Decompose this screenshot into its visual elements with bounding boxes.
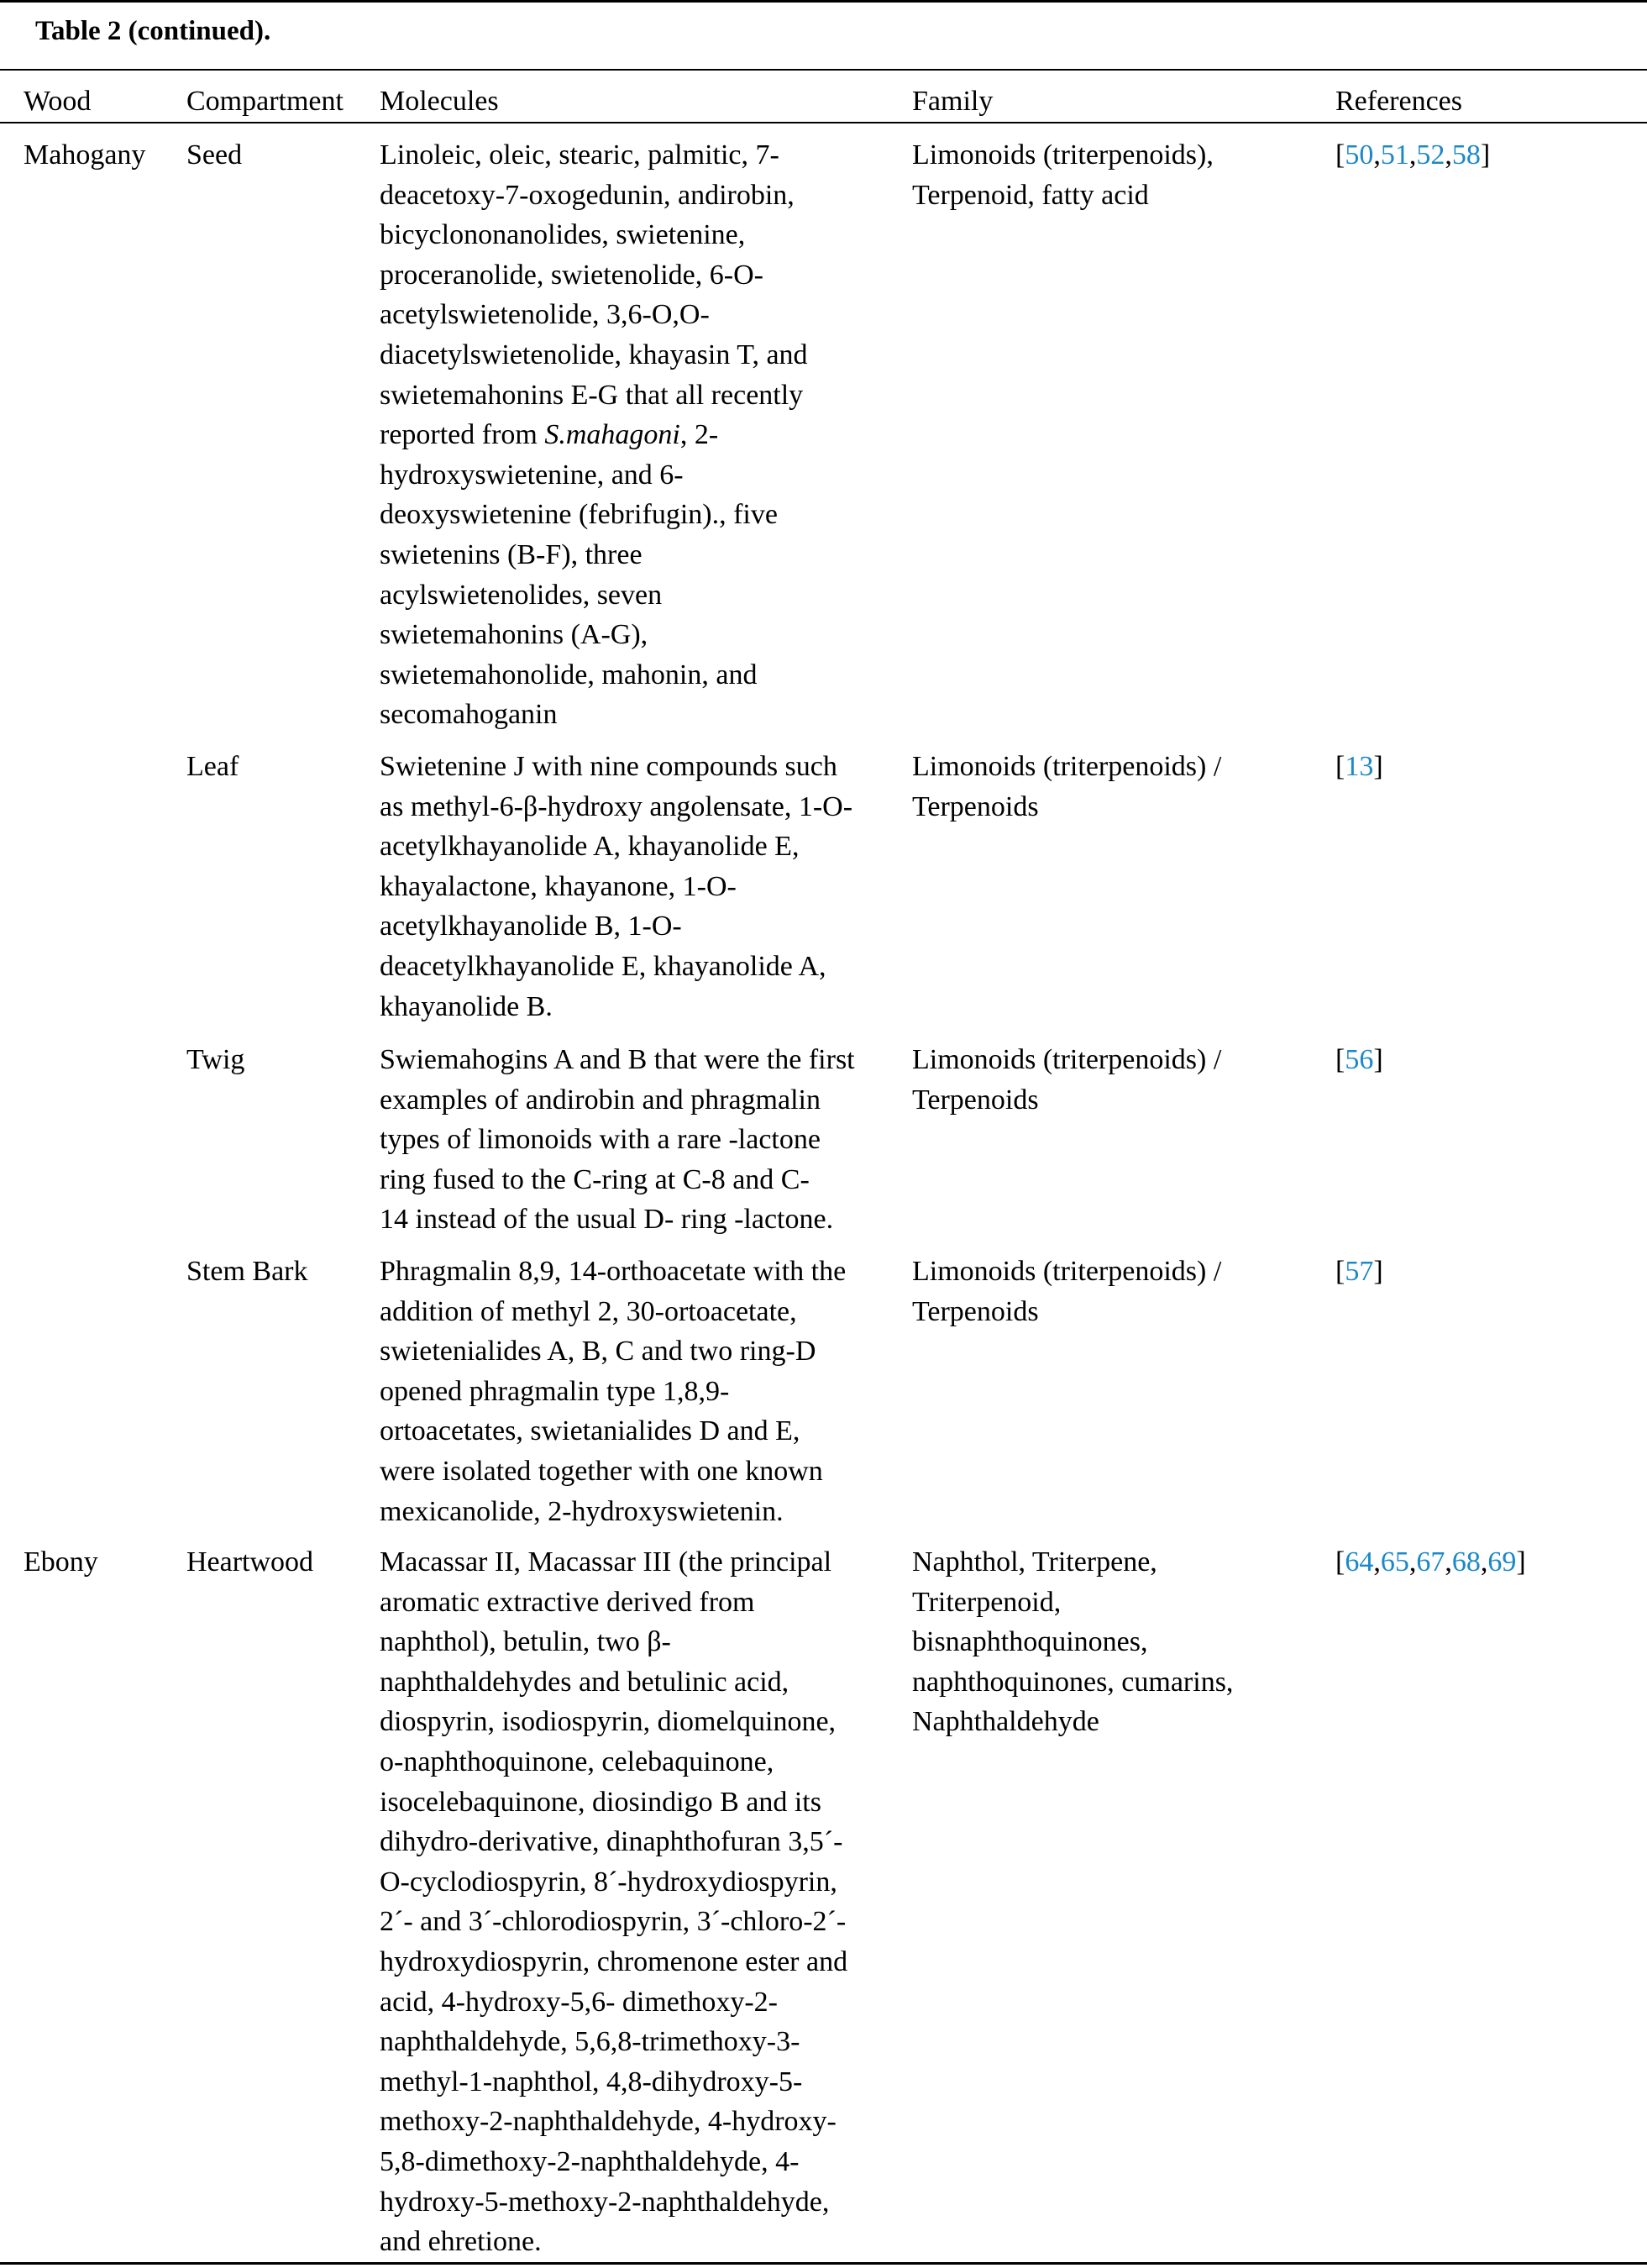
molecule-line: examples of andirobin and phragmalin [380,1084,821,1116]
open-bracket: [ [1335,751,1345,782]
family-line: Terpenoids [912,790,1039,822]
row-3-molecules [380,1040,900,1240]
reference-link[interactable]: 69 [1487,1546,1517,1578]
molecule-line: isocelebaquinone, diosindigo B and its [380,1786,821,1818]
header-rule [0,122,1647,123]
molecule-line: diospyrin, isodiospyrin, diomelquinone, [380,1706,837,1738]
molecule-line: as methyl-6-β-hydroxy angolensate, 1-O- [380,790,853,822]
caption-rule [0,69,1647,71]
row-1-references [1335,135,1638,176]
row-2-compartment: Leaf [186,751,239,782]
molecule-line: methoxy-2-naphthaldehyde, 4-hydroxy- [380,2106,837,2138]
top-rule [0,0,1647,3]
molecule-line: bicyclononanolides, swietenine, [380,219,746,251]
separator: , [1373,1546,1381,1578]
molecule-line: khayalactone, khayanone, 1-O- [380,870,737,902]
open-bracket: [ [1335,1044,1345,1075]
molecule-line: were isolated together with one known [380,1455,823,1487]
molecule-line: diacetylswietenolide, khayasin T, and [380,339,808,370]
family-line: Terpenoids [912,1295,1039,1327]
row-5-wood: Ebony [24,1546,98,1578]
header-molecules: Molecules [380,86,499,117]
close-bracket: ] [1516,1546,1526,1578]
molecule-text: reported from [380,419,545,451]
reference-link[interactable]: 52 [1416,139,1445,171]
molecule-line: deacetylkhayanolide E, khayanolide A, [380,950,826,982]
row-2-references [1335,747,1638,787]
row-3-compartment: Twig [186,1044,245,1075]
reference-link[interactable]: 13 [1345,751,1374,782]
molecule-line: 2´- and 3´-chlorodiospyrin, 3´-chloro-2´- [380,1906,847,1938]
open-bracket: [ [1335,1256,1345,1287]
molecule-line: aromatic extractive derived from [380,1586,755,1618]
reference-link[interactable]: 51 [1380,139,1409,171]
table-caption: Table 2 (continued). [35,16,271,46]
separator: , [1373,139,1381,171]
reference-link[interactable]: 57 [1345,1256,1374,1287]
separator: , [1445,139,1452,171]
molecule-line: 14 instead of the usual D- ring -lactone. [380,1204,834,1236]
molecule-line: naphthaldehydes and betulinic acid, [380,1666,789,1698]
separator: , [1408,1546,1417,1578]
molecule-line: o-naphthoquinone, celebaquinone, [380,1746,774,1777]
molecule-line: acetylswietenolide, 3,6-O,O- [380,299,710,331]
separator: , [1445,1546,1452,1578]
molecule-line: addition of methyl 2, 30-ortoacetate, [380,1295,797,1327]
family-line: Terpenoids [912,1084,1039,1116]
row-5-family [912,1542,1332,1742]
close-bracket: ] [1373,1044,1383,1075]
molecule-line: swietenins (B-F), three [380,538,643,570]
molecule-line: Macassar II, Macassar III (the principal [380,1546,832,1578]
family-line: Limonoids (triterpenoids) / [912,751,1222,782]
row-4-compartment: Stem Bark [186,1256,308,1287]
molecule-line: O-cyclodiospyrin, 8´-hydroxydiospyrin, [380,1866,837,1898]
row-5-compartment: Heartwood [186,1546,314,1578]
close-bracket: ] [1373,751,1383,782]
row-4-molecules [380,1252,900,1531]
reference-link[interactable]: 58 [1451,139,1481,171]
molecule-line: proceranolide, swietenolide, 6-O- [380,259,763,291]
molecule-line: Phragmalin 8,9, 14-orthoacetate with the [380,1256,847,1287]
family-line: naphthoquinones, cumarins, [912,1666,1234,1698]
molecule-line: swietenialides A, B, C and two ring-D [380,1336,816,1368]
row-5-molecules [380,1542,900,2262]
molecule-line: acylswietenolides, seven [380,579,663,611]
row-1-wood: Mahogany [24,139,146,171]
reference-link[interactable]: 68 [1451,1546,1481,1578]
molecule-line: swietemahonins (A-G), [380,619,648,651]
molecule-line [380,415,900,455]
family-line: bisnaphthoquinones, [912,1626,1148,1658]
separator: , [1480,1546,1488,1578]
molecule-line: hydroxydiospyrin, chromenone ester and [380,1945,848,1977]
molecule-line: swietemahonolide, mahonin, and [380,659,758,690]
molecule-line: khayanolide B. [380,990,553,1022]
molecule-line: acid, 4-hydroxy-5,6- dimethoxy-2- [380,1986,778,2018]
header-family: Family [912,86,994,117]
molecule-line: dihydro-derivative, dinaphthofuran 3,5´- [380,1826,843,1858]
molecule-line: secomahoganin [380,699,558,731]
row-1-compartment: Seed [186,139,243,171]
molecule-line: ortoacetates, swietanialides D and E, [380,1415,800,1447]
molecule-line: acetylkhayanolide A, khayanolide E, [380,831,800,863]
row-2-molecules [380,747,900,1026]
header-wood: Wood [24,86,92,117]
molecule-line: swietemahonins E-G that all recently [380,379,804,411]
family-line: Terpenoid, fatty acid [912,179,1149,211]
close-bracket: ] [1480,139,1491,171]
row-1-family [912,135,1332,215]
row-4-family [912,1252,1332,1331]
reference-link[interactable]: 67 [1416,1546,1445,1578]
molecule-line: naphthol), betulin, two β- [380,1626,671,1658]
reference-link[interactable]: 64 [1345,1546,1374,1578]
molecule-line: ring fused to the C-ring at C-8 and C- [380,1163,810,1195]
row-3-family [912,1040,1332,1120]
molecule-line: opened phragmalin type 1,8,9- [380,1375,730,1407]
molecule-line: 5,8-dimethoxy-2-naphthaldehyde, 4- [380,2145,800,2177]
molecule-line: methyl-1-naphthol, 4,8-dihydroxy-5- [380,2066,803,2097]
family-line: Limonoids (triterpenoids) / [912,1044,1222,1075]
bottom-rule [0,2262,1647,2265]
family-line: Triterpenoid, [912,1586,1062,1618]
molecule-line: Swietenine J with nine compounds such [380,751,837,782]
molecule-line: and ehretione. [380,2226,542,2258]
molecule-line: deacetoxy-7-oxogedunin, andirobin, [380,179,795,211]
header-compartment: Compartment [186,86,344,117]
reference-link[interactable]: 50 [1345,139,1374,171]
molecule-line: hydroxyswietenine, and 6- [380,459,684,491]
open-bracket: [ [1335,139,1345,171]
molecule-line: types of limonoids with a rare -lactone [380,1124,821,1156]
close-bracket: ] [1373,1256,1383,1287]
separator: , [1408,139,1417,171]
row-3-references [1335,1040,1638,1080]
molecule-line: acetylkhayanolide B, 1-O- [380,911,682,942]
row-1-molecules [380,135,900,735]
molecule-text: , 2- [679,419,719,451]
reference-link[interactable]: 65 [1380,1546,1409,1578]
open-bracket: [ [1335,1546,1345,1578]
row-5-references [1335,1542,1638,1583]
molecule-line: Linoleic, oleic, stearic, palmitic, 7- [380,139,779,171]
row-4-references [1335,1252,1638,1292]
family-line: Naphthol, Triterpene, [912,1546,1157,1578]
family-line: Limonoids (triterpenoids), [912,139,1214,171]
molecule-line: hydroxy-5-methoxy-2-naphthaldehyde, [380,2186,830,2218]
molecule-line: mexicanolide, 2-hydroxyswietenin. [380,1495,784,1527]
species-name: S.mahagoni [544,419,680,451]
row-2-family [912,747,1332,827]
molecule-line: naphthaldehyde, 5,6,8-trimethoxy-3- [380,2026,800,2058]
family-line: Limonoids (triterpenoids) / [912,1256,1222,1287]
header-references: References [1335,86,1463,117]
reference-link[interactable]: 56 [1345,1044,1374,1075]
molecule-line: deoxyswietenine (febrifugin)., five [380,499,778,531]
molecule-line: Swiemahogins A and B that were the first [380,1044,855,1075]
family-line: Naphthaldehyde [912,1706,1099,1738]
